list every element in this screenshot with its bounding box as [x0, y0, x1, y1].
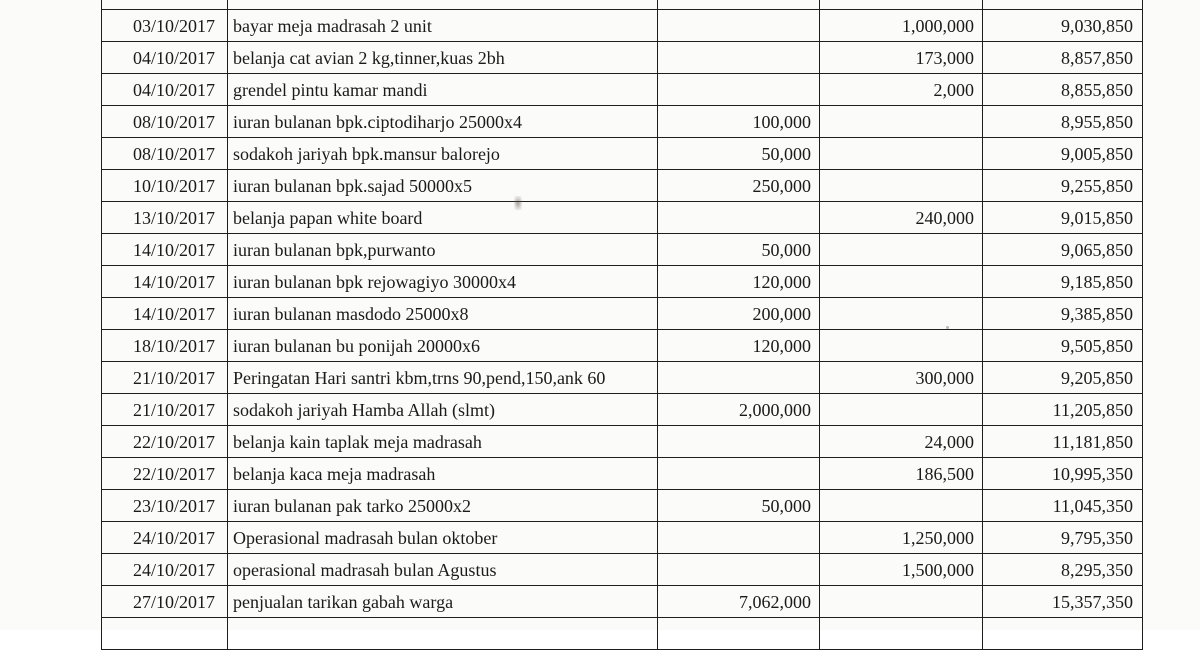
cell-debit: 120,000 — [658, 266, 820, 298]
cell-debit: 100,000 — [658, 106, 820, 138]
cell-balance: 9,030,850 — [983, 10, 1143, 42]
ledger-row — [102, 362, 1143, 394]
ledger-row — [102, 170, 1143, 202]
cell-balance: 9,385,850 — [983, 298, 1143, 330]
cell-credit: 1,500,000 — [820, 554, 983, 586]
ledger-row — [102, 0, 1143, 10]
cell-credit — [820, 0, 983, 10]
cell-description: Peringatan Hari santri kbm,trns 90,pend,150,ank 60 — [228, 362, 658, 394]
ledger-table — [101, 0, 1143, 650]
cell-balance: 9,015,850 — [983, 202, 1143, 234]
cell-balance: 10,995,350 — [983, 458, 1143, 490]
cell-description: iuran bulanan bpk,purwanto — [228, 234, 658, 266]
cell-description: iuran bulanan bpk rejowagiyo 30000x4 — [228, 266, 658, 298]
cell-date: 04/10/2017 — [102, 74, 228, 106]
cell-debit: 120,000 — [658, 330, 820, 362]
ledger-row — [102, 394, 1143, 426]
cell-credit — [820, 234, 983, 266]
ledger-row — [102, 522, 1143, 554]
cell-debit — [658, 554, 820, 586]
cell-balance: 11,045,350 — [983, 490, 1143, 522]
ledger-row — [102, 618, 1143, 650]
cell-description: iuran bulanan bpk.sajad 50000x5 — [228, 170, 658, 202]
cell-description: grendel pintu kamar mandi — [228, 74, 658, 106]
cell-credit — [820, 266, 983, 298]
cell-credit: 24,000 — [820, 426, 983, 458]
cell-balance: 11,205,850 — [983, 394, 1143, 426]
cell-date: 14/10/2017 — [102, 234, 228, 266]
cell-debit: 50,000 — [658, 490, 820, 522]
cell-debit: 2,000,000 — [658, 394, 820, 426]
cell-date — [102, 0, 228, 10]
cell-credit — [820, 170, 983, 202]
cell-balance: 9,505,850 — [983, 330, 1143, 362]
cell-balance: 9,205,850 — [983, 362, 1143, 394]
cell-date: 03/10/2017 — [102, 10, 228, 42]
ledger-row — [102, 202, 1143, 234]
ledger-row — [102, 426, 1143, 458]
cell-balance: 8,295,350 — [983, 554, 1143, 586]
cell-balance: 9,065,850 — [983, 234, 1143, 266]
cell-balance: 8,955,850 — [983, 106, 1143, 138]
cell-debit: 50,000 — [658, 138, 820, 170]
cell-debit — [658, 42, 820, 74]
cell-credit — [820, 106, 983, 138]
cell-description: belanja papan white board — [228, 202, 658, 234]
cell-date: 21/10/2017 — [102, 394, 228, 426]
cell-debit — [658, 0, 820, 10]
ledger-row — [102, 490, 1143, 522]
cell-date — [102, 618, 228, 650]
cell-credit — [820, 394, 983, 426]
cell-description: sodakoh jariyah bpk.mansur balorejo — [228, 138, 658, 170]
cell-debit — [658, 362, 820, 394]
cell-credit — [820, 586, 983, 618]
cell-balance: 15,357,350 — [983, 586, 1143, 618]
cell-date: 22/10/2017 — [102, 458, 228, 490]
cell-description: penjualan tarikan gabah warga — [228, 586, 658, 618]
cell-balance: 8,855,850 — [983, 74, 1143, 106]
cell-date: 13/10/2017 — [102, 202, 228, 234]
cell-credit: 240,000 — [820, 202, 983, 234]
cell-credit — [820, 298, 983, 330]
cell-balance: 9,255,850 — [983, 170, 1143, 202]
cell-date: 18/10/2017 — [102, 330, 228, 362]
ledger-body — [102, 0, 1143, 650]
cell-date: 08/10/2017 — [102, 106, 228, 138]
ledger-row — [102, 586, 1143, 618]
cell-description: iuran bulanan bu ponijah 20000x6 — [228, 330, 658, 362]
cell-description: Operasional madrasah bulan oktober — [228, 522, 658, 554]
cell-description: belanja cat avian 2 kg,tinner,kuas 2bh — [228, 42, 658, 74]
ledger-row — [102, 330, 1143, 362]
cell-date: 22/10/2017 — [102, 426, 228, 458]
cell-debit — [658, 202, 820, 234]
cell-credit: 1,250,000 — [820, 522, 983, 554]
cell-debit: 7,062,000 — [658, 586, 820, 618]
cell-balance: 8,857,850 — [983, 42, 1143, 74]
cell-balance — [983, 618, 1143, 650]
cell-date: 24/10/2017 — [102, 554, 228, 586]
cell-balance: 9,005,850 — [983, 138, 1143, 170]
cell-debit — [658, 10, 820, 42]
ledger-row — [102, 554, 1143, 586]
ledger-row — [102, 266, 1143, 298]
cell-date: 21/10/2017 — [102, 362, 228, 394]
scan-smudge — [514, 196, 522, 210]
cell-debit — [658, 426, 820, 458]
cell-credit: 186,500 — [820, 458, 983, 490]
cell-credit — [820, 490, 983, 522]
ledger-row — [102, 74, 1143, 106]
cell-balance — [983, 0, 1143, 10]
cell-balance: 9,795,350 — [983, 522, 1143, 554]
cell-date: 10/10/2017 — [102, 170, 228, 202]
cell-description: bayar meja madrasah 2 unit — [228, 10, 658, 42]
ledger-row — [102, 42, 1143, 74]
cell-date: 14/10/2017 — [102, 298, 228, 330]
scan-speck — [946, 326, 949, 329]
cell-balance: 11,181,850 — [983, 426, 1143, 458]
cell-description: iuran bulanan masdodo 25000x8 — [228, 298, 658, 330]
cell-description: belanja kaca meja madrasah — [228, 458, 658, 490]
cell-debit: 50,000 — [658, 234, 820, 266]
cell-credit — [820, 618, 983, 650]
ledger-row — [102, 106, 1143, 138]
cell-date: 24/10/2017 — [102, 522, 228, 554]
cell-credit: 300,000 — [820, 362, 983, 394]
cell-balance: 9,185,850 — [983, 266, 1143, 298]
cell-description: belanja kain taplak meja madrasah — [228, 426, 658, 458]
cell-date: 23/10/2017 — [102, 490, 228, 522]
cell-description: iuran bulanan pak tarko 25000x2 — [228, 490, 658, 522]
cell-description — [228, 0, 658, 10]
cell-debit — [658, 522, 820, 554]
cell-debit — [658, 618, 820, 650]
cell-date: 04/10/2017 — [102, 42, 228, 74]
cell-credit: 1,000,000 — [820, 10, 983, 42]
cell-date: 27/10/2017 — [102, 586, 228, 618]
ledger-row — [102, 10, 1143, 42]
cell-date: 14/10/2017 — [102, 266, 228, 298]
ledger-row — [102, 138, 1143, 170]
cell-description — [228, 618, 658, 650]
cell-debit: 250,000 — [658, 170, 820, 202]
cell-debit: 200,000 — [658, 298, 820, 330]
cell-debit — [658, 74, 820, 106]
ledger-row — [102, 298, 1143, 330]
cell-date: 08/10/2017 — [102, 138, 228, 170]
cell-credit — [820, 330, 983, 362]
ledger-row — [102, 458, 1143, 490]
cell-credit: 2,000 — [820, 74, 983, 106]
cell-description: sodakoh jariyah Hamba Allah (slmt) — [228, 394, 658, 426]
ledger-row — [102, 234, 1143, 266]
cell-debit — [658, 458, 820, 490]
cell-credit: 173,000 — [820, 42, 983, 74]
cell-description: operasional madrasah bulan Agustus — [228, 554, 658, 586]
cell-description: iuran bulanan bpk.ciptodiharjo 25000x4 — [228, 106, 658, 138]
cell-credit — [820, 138, 983, 170]
